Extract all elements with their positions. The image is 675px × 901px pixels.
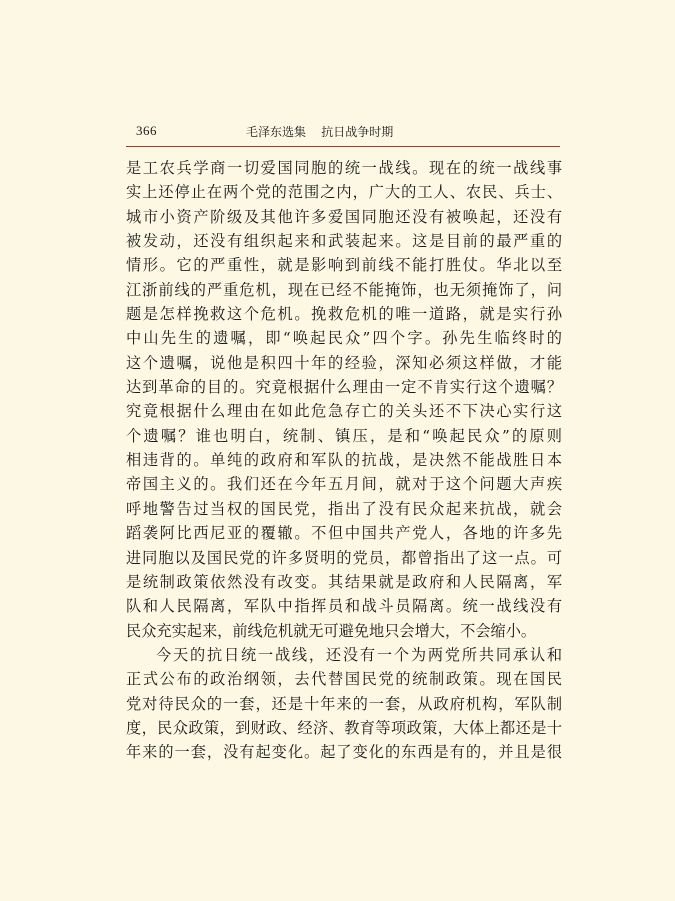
page-number: 366 xyxy=(136,123,157,138)
running-header xyxy=(126,121,560,141)
text-line: 队和人民隔离，军队中指挥员和战斗员隔离。统一战线没有 xyxy=(126,597,562,616)
text-line: 呼地警告过当权的国民党，指出了没有民众起来抗战，就会 xyxy=(126,499,562,518)
text-line: 中山先生的遗嘱，即“唤起民众”四个字。孙先生临终时的 xyxy=(126,329,562,348)
text-line: 这个遗嘱，说他是积四十年的经验，深知必须这样做，才能 xyxy=(126,353,562,372)
text-line: 正式公布的政治纲领，去代替国民党的统制政策。现在国民 xyxy=(126,670,562,689)
text-line: 年来的一套，没有起变化。起了变化的东西是有的，并且是很 xyxy=(126,743,562,762)
paragraph-end-line: 民众充实起来，前线危机就无可避免地只会增大，不会缩小。 xyxy=(126,621,537,640)
text-line: 进同胞以及国民党的许多贤明的党员，都曾指出了这一点。可 xyxy=(126,548,562,567)
running-title: 毛泽东选集 抗日战争时期 xyxy=(246,125,394,139)
text-line: 是统制政策依然没有改变。其结果就是政府和人民隔离，军 xyxy=(126,572,562,591)
text-line: 情形。它的严重性，就是影响到前线不能打胜仗。华北以至 xyxy=(126,256,562,275)
text-line: 题是怎样挽救这个危机。挽救危机的唯一道路，就是实行孙 xyxy=(126,305,562,324)
text-line: 是工农兵学商一切爱国同胞的统一战线。现在的统一战线事 xyxy=(126,159,562,177)
text-line: 帝国主义的。我们还在今年五月间，就对于这个问题大声疾 xyxy=(126,475,562,494)
body-text xyxy=(126,156,562,765)
text-line: 党对待民众的一套，还是十年来的一套，从政府机构，军队制 xyxy=(126,694,562,713)
text-line: 究竟根据什么理由在如此危急存亡的关头还不下决心实行这 xyxy=(126,402,562,421)
paragraph-start-line: 今天的抗日统一战线，还没有一个为两党所共同承认和 xyxy=(156,645,562,664)
text-line: 相违背的。单纯的政府和军队的抗战，是决然不能战胜日本 xyxy=(126,451,562,470)
text-line: 被发动，还没有组织起来和武装起来。这是目前的最严重的 xyxy=(126,232,562,251)
text-line: 城市小资产阶级及其他许多爱国同胞还没有被唤起，还没有 xyxy=(126,207,562,226)
header-rule xyxy=(126,146,560,147)
text-line: 实上还停止在两个党的范围之内，广大的工人、农民、兵士、 xyxy=(126,183,562,202)
text-line: 度，民众政策，到财政、经济、教育等项政策，大体上都还是十 xyxy=(126,718,562,737)
text-line: 江浙前线的严重危机，现在已经不能掩饰，也无须掩饰了，问 xyxy=(126,280,562,299)
text-line: 达到革命的目的。究竟根据什么理由一定不肯实行这个遗嘱？ xyxy=(126,378,562,397)
text-line: 蹈袭阿比西尼亚的覆辙。不但中国共产党人，各地的许多先 xyxy=(126,524,562,543)
text-line: 个遗嘱？谁也明白，统制、镇压，是和“唤起民众”的原则 xyxy=(126,426,562,445)
